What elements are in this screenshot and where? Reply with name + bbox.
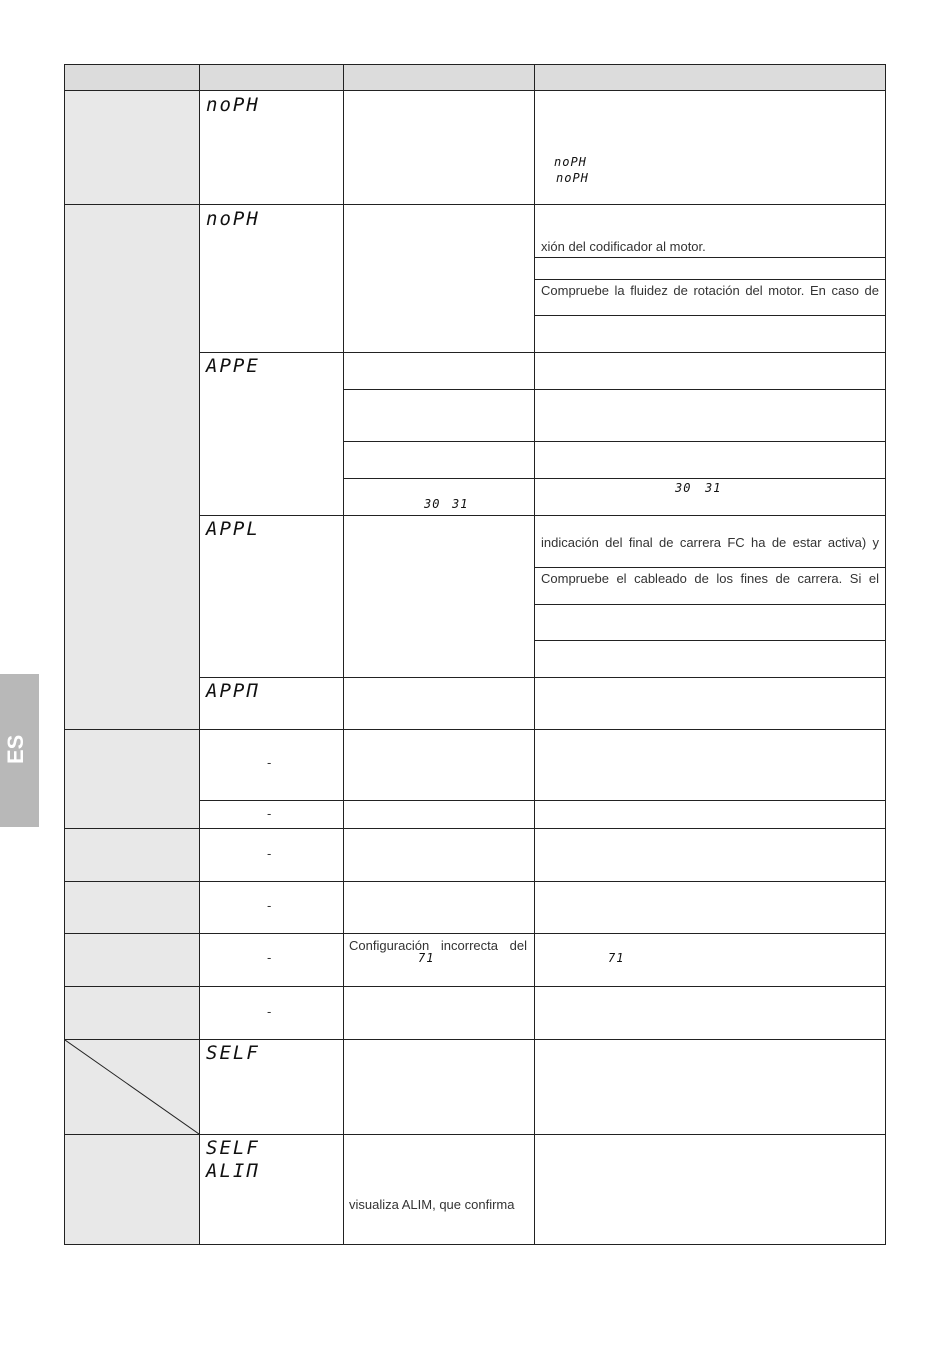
code-self-2: SELF [206,1137,260,1159]
col1-bg-6 [65,934,199,986]
vline-col2 [343,64,344,1245]
hline-1134 [64,1134,886,1135]
hline-441 [343,441,886,442]
col1-bg-9 [65,1135,199,1244]
col1-bg-4 [65,829,199,881]
hline-279 [534,279,886,280]
code-alim: ALIΠ [206,1160,260,1182]
vline-col3 [534,64,535,1245]
language-side-tab-label: ES [3,734,28,764]
code-30-col4: 30 [675,481,692,495]
hline-640 [534,640,886,641]
col1-bg-2 [65,205,199,729]
hline-881 [64,881,886,882]
vline-col1 [199,64,200,1245]
dash-4: - [267,898,272,913]
col1-bg-5 [65,882,199,933]
hline-257 [534,257,886,258]
dash-5: - [267,950,272,965]
col1-bg-3 [65,730,199,828]
hline-567 [534,567,886,568]
code-noph-1: noPH [206,94,260,116]
hline-91 [64,90,886,91]
text-config-incorrect: Configuración incorrecta del [349,938,527,953]
hline-352 [199,352,886,353]
dash-2: - [267,806,272,821]
code-31-col3: 31 [452,497,469,511]
code-self-1: SELF [206,1042,260,1064]
border-top [64,64,886,65]
header-row [65,65,885,91]
text-encoder-connection: xión del codificador al motor. [541,239,706,254]
dash-6: - [267,1004,272,1019]
hline-604 [534,604,886,605]
hline-389 [343,389,886,390]
text-rotation: Compruebe la fluidez de rotación del motor. En caso de [541,283,879,298]
text-cabling: Compruebe el cableado de los fines de carrera. Si el [541,571,879,586]
code-noph-2: noPH [206,208,260,230]
dash-1: - [267,755,272,770]
hline-677 [199,677,886,678]
hline-478 [343,478,886,479]
code-31-col4: 31 [705,481,722,495]
code-appl: APPL [206,518,260,540]
code-71-col4: 71 [608,951,625,965]
col1-bg-7 [65,987,199,1039]
hline-986 [64,986,886,987]
text-alim-confirm: visualiza ALIM, que confirma [349,1197,515,1212]
hline-204 [64,204,886,205]
col1-bg-1 [65,91,199,204]
border-right [885,64,886,1245]
dash-3: - [267,846,272,861]
diagonal-slash [65,1040,199,1134]
text-fc-active: indicación del final de carrera FC ha de estar activa) y [541,535,879,550]
code-noph-small-1: noPH [554,155,587,169]
hline-933 [64,933,886,934]
code-71-col3: 71 [418,951,435,965]
code-appe: APPE [206,355,260,377]
hline-729 [64,729,886,730]
border-bottom [64,1244,886,1245]
hline-828 [64,828,886,829]
code-30-col3: 30 [424,497,441,511]
code-noph-small-2: noPH [556,171,589,185]
code-appm: APPΠ [206,680,260,702]
hline-315 [534,315,886,316]
hline-515 [199,515,886,516]
hline-800 [199,800,886,801]
